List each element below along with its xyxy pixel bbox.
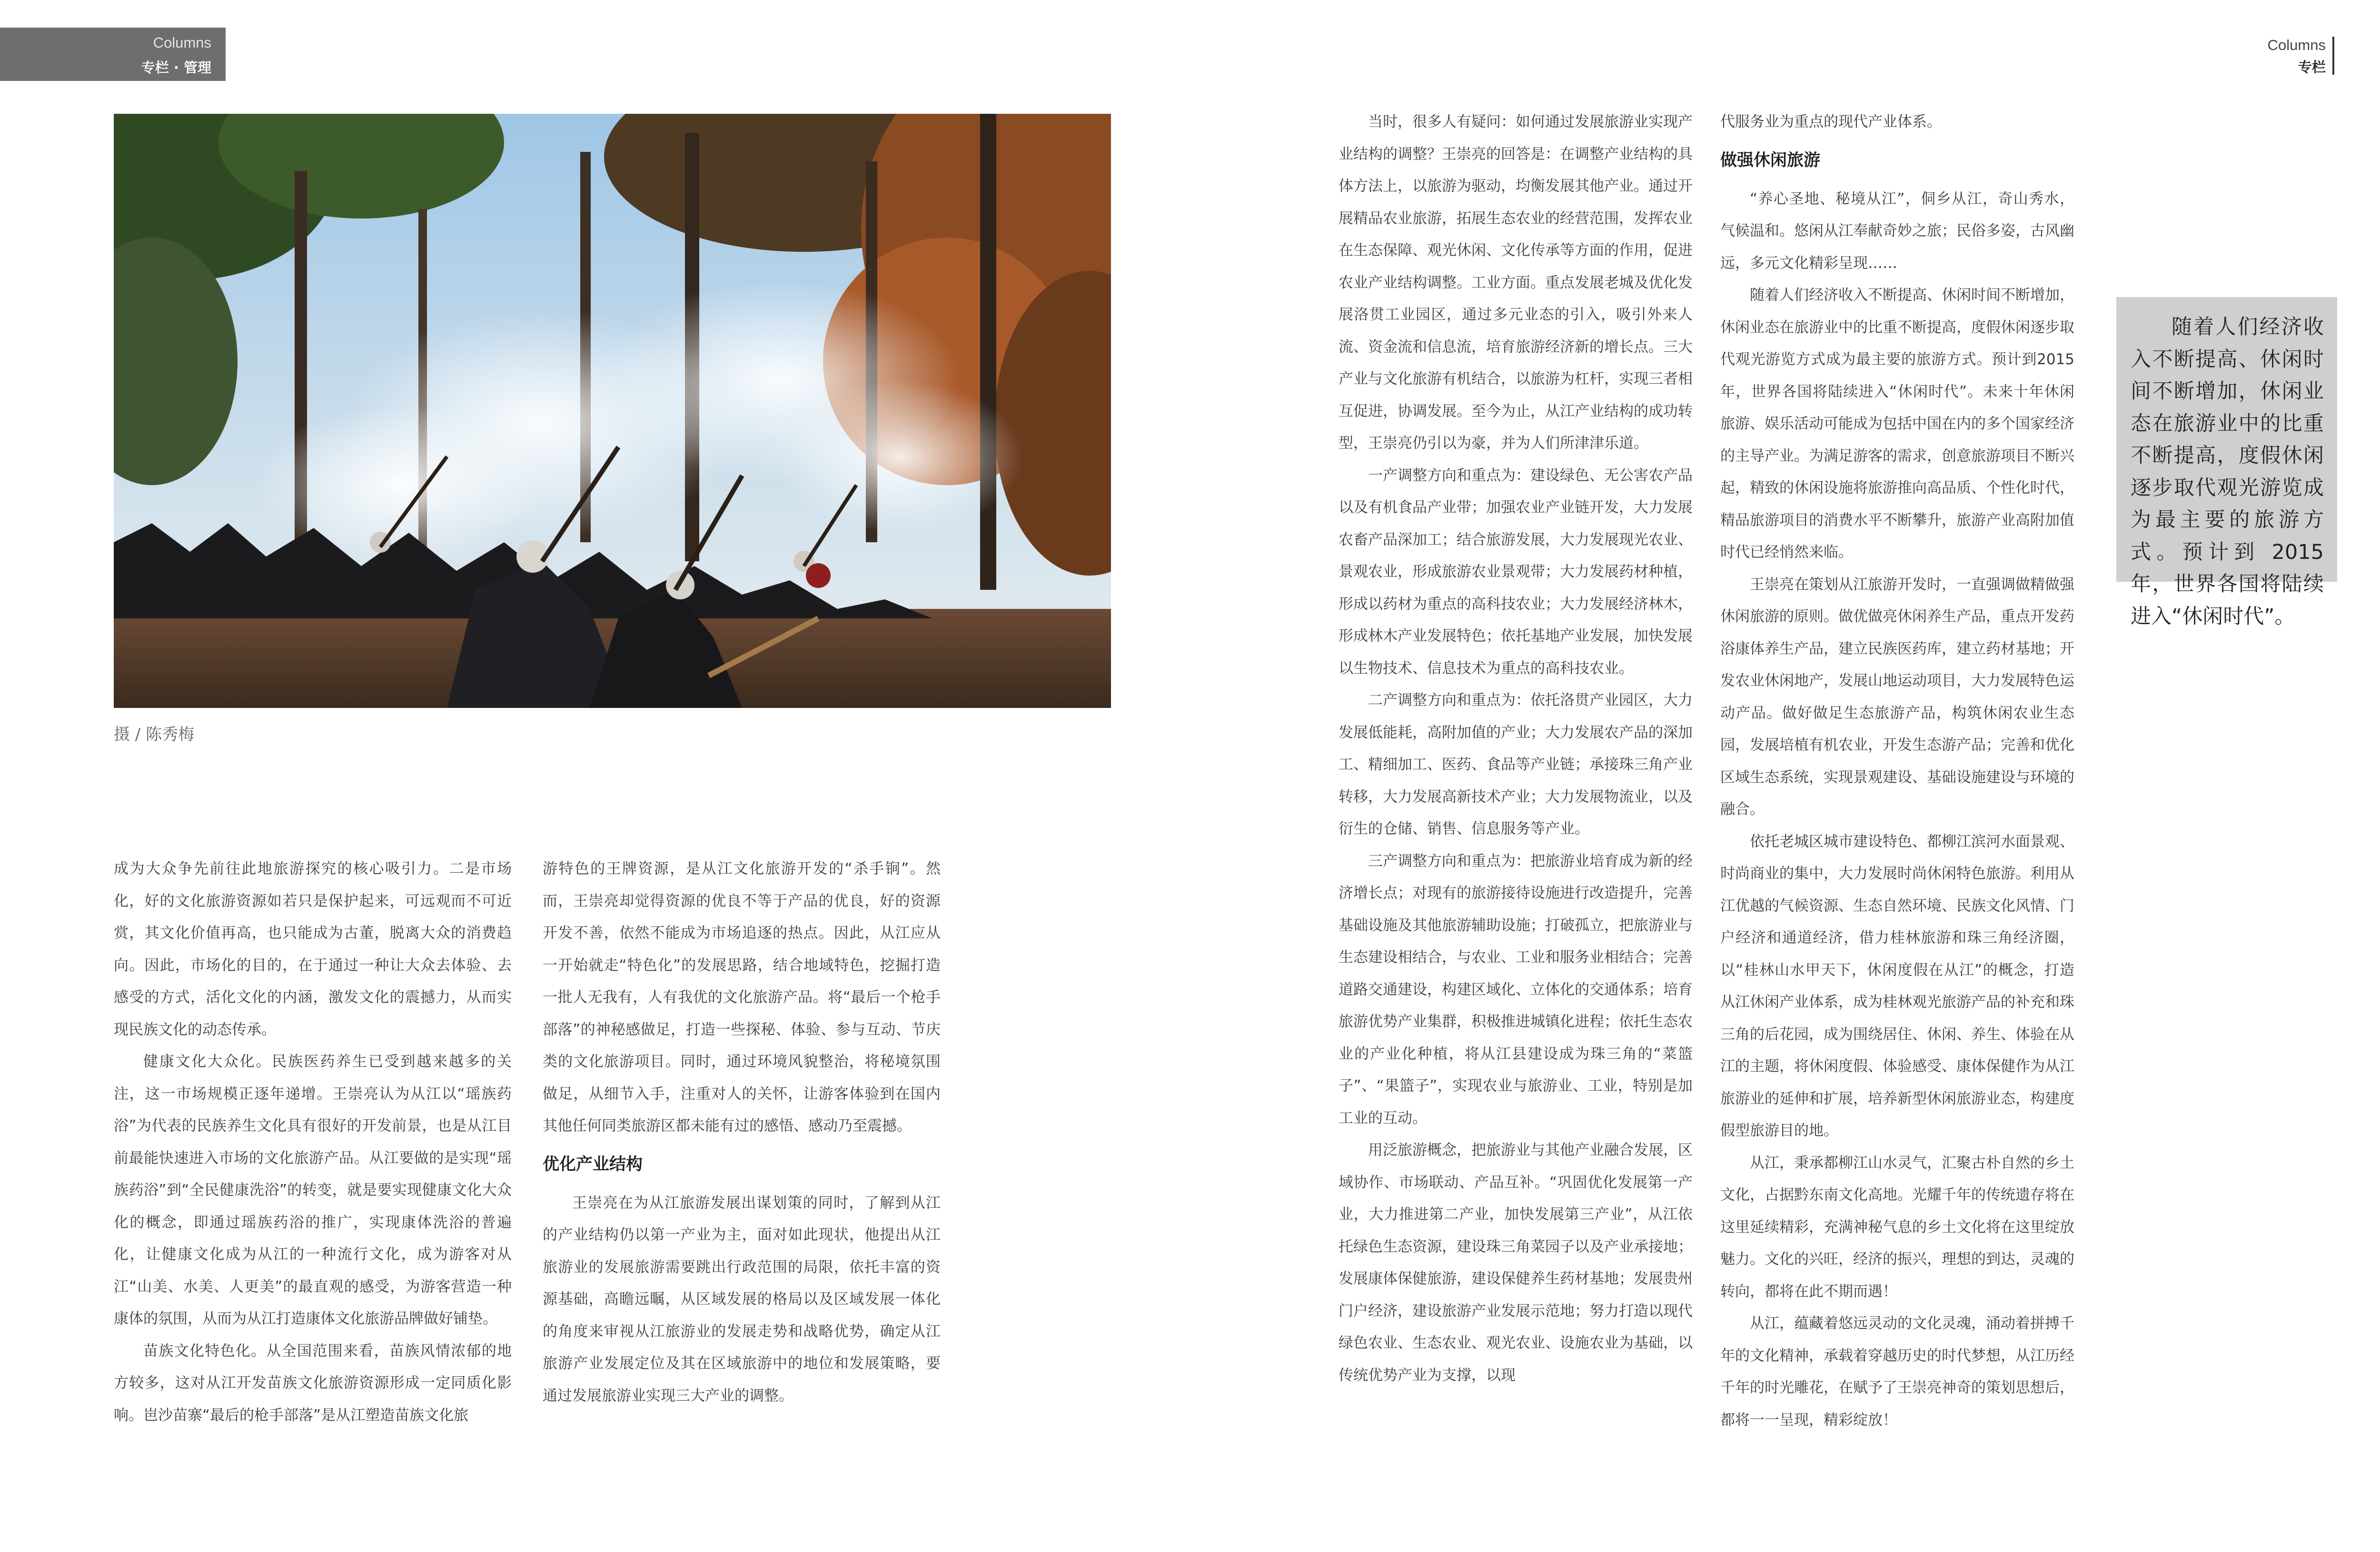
text-column-3 (1339, 106, 1693, 1392)
paragraph: 随着人们经济收入不断提高、休闲时间不断增加，休闲业态在旅游业中的比重不断提高，度假休闲逐步取代观光游览方式成为最主要的旅游方式。预计到2015年，世界各国将陆续进入“休闲时代”。未来十年休闲旅游、娱乐活动可能成为包括中国在内的多个国家经济的主导产业。为满足游客的需求，创意旅游项目不断兴起，精致的休闲设施将旅游推向高品质、个性化时代，精品旅游项目的消费水平不断攀升，旅游产业高附加值时代已经悄然来临。 (1720, 287, 2074, 561)
paragraph: 苗族文化特色化。从全国范围来看，苗族风情浓郁的地方较多，这对从江开发苗族文化旅游资源形成一定同质化影响。岜沙苗寨“最后的枪手部落”是从江塑造苗族文化旅 (114, 1342, 512, 1424)
photo-caption: 摄 / 陈秀梅 (114, 725, 195, 744)
paragraph: 游特色的王牌资源，是从江文化旅游开发的“杀手锏”。然而，王崇亮却觉得资源的优良不等于产品的优良，好的资源开发不善，依然不能成为市场追逐的热点。因此，从江应从一开始就走“特色化”的发展思路，结合地域特色，挖掘打造一批人无我有，人有我优的文化旅游产品。将“最后一个枪手部落”的神秘感做足，打造一些探秘、体验、参与互动、节庆类的文化旅游项目。同时，通过环境风貌整治，将秘境氛围做足，从细节入手，注重对人的关怀，让游客体验到在国内其他任何同类旅游区都未能有过的感悟、感动乃至震撼。 (543, 860, 941, 1134)
paragraph: 代服务业为重点的现代产业体系。 (1720, 113, 1942, 130)
section-header-left (0, 28, 226, 81)
section-header-en: Columns (2267, 37, 2326, 53)
paragraph: 健康文化大众化。民族医药养生已受到越来越多的关注，这一市场规模正逐年递增。王崇亮认为从江以“瑶族药浴”为代表的民族养生文化具有很好的开发前景，也是从江目前最能快速进入市场的文化旅游产品。从江要做的是实现“瑶族药浴”到“全民健康洗浴”的转变，就是要实现健康文化大众化的概念，即通过瑶族药浴的推广，实现康体洗浴的普遍化，让健康文化成为从江的一种流行文化，成为游客对从江“山美、水美、人更美”的最直观的感受，为游客营造一种康体的氛围，从而为从江打造康体文化旅游品牌做好铺垫。 (114, 1053, 512, 1327)
paragraph: 从江，蕴藏着悠远灵动的文化灵魂，涌动着拼搏千年的文化精神，承载着穿越历史的时代梦想，从江历经千年的时光雕花，在赋予了王崇亮神奇的策划思想后，都将一一呈现，精彩绽放！ (1720, 1315, 2074, 1429)
paragraph: 一产调整方向和重点为：建设绿色、无公害农产品以及有机食品产业带；加强农业产业链开发，大力发展农畜产品深加工；结合旅游发展，大力发展现光农业、景观农业，形成旅游农业景观带；大力发展药材种植，形成以药材为重点的高科技农业；大力发展经济林木，形成林木产业发展特色；依托基地产业发展，加快发展以生物技术、信息技术为重点的高科技农业。 (1339, 467, 1693, 677)
section-heading: 做强休闲旅游 (1720, 150, 1821, 170)
festival-photo-illustration (114, 114, 1111, 708)
paragraph: 成为大众争先前往此地旅游探究的核心吸引力。二是市场化，好的文化旅游资源如若只是保护起来，可远观而不可近赏，其文化价值再高，也只能成为古董，脱离大众的消费趋向。因此，市场化的目的，在于通过一种让大众去体验、去感受的方式，活化文化的内涵，激发文化的震撼力，从而实现民族文化的动态传承。 (114, 860, 512, 1038)
text-column-2 (543, 853, 941, 1412)
paragraph: 二产调整方向和重点为：依托洛贯产业园区，大力发展低能耗，高附加值的产业；大力发展农产品的深加工、精细加工、医药、食品等产业链；承接珠三角产业转移，大力发展高新技术产业；大力发展物流业，以及衍生的仓储、销售、信息服务等产业。 (1339, 692, 1693, 837)
section-header-right (2237, 37, 2334, 75)
pull-quote-text: 随着人们经济收入不断提高、休闲时间不断增加，休闲业态在旅游业中的比重不断提高，度假休闲逐步取代观光游览成为最主要的旅游方式。预计到 2015 年，世界各国将陆续进入“休闲时代”。 (2131, 315, 2324, 628)
paragraph: “养心圣地、秘境从江”，侗乡从江，奇山秀水，气候温和。悠闲从江奉献奇妙之旅；民俗多姿，古风幽远，多元文化精彩呈现…… (1720, 190, 2074, 272)
section-header-zh: 专栏 (2298, 59, 2326, 75)
text-column-1 (114, 853, 512, 1432)
paragraph: 当时，很多人有疑问：如何通过发展旅游业实现产业结构的调整？王崇亮的回答是：在调整产业结构的具体方法上，以旅游为驱动，均衡发展其他产业。通过开展精品农业旅游，拓展生态农业的经营范围，发挥农业在生态保障、观光休闲、文化传承等方面的作用，促进农业产业结构调整。工业方面。重点发展老城及优化发展洛贯工业园区，通过多元业态的引入，吸引外来人流、资金流和信息流，培育旅游经济新的增长点。三大产业与文化旅游有机结合，以旅游为杠杆，实现三者相互促进，协调发展。至今为止，从江产业结构的成功转型，王崇亮仍引以为豪，并为人们所津津乐道。 (1339, 113, 1693, 452)
section-header-en: Columns (153, 34, 211, 51)
paragraph: 用泛旅游概念，把旅游业与其他产业融合发展，区域协作、市场联动、产品互补。“巩固优化发展第一产业，大力推进第二产业，加快发展第三产业”，从江依托绿色生态资源，建设珠三角菜园子以及产业承接地；发展康体保健旅游，建设保健养生药材基地；发展贵州门户经济，建设旅游产业发展示范地；努力打造以现代绿色农业、生态农业、观光农业、设施农业为基础，以传统优势产业为支撑，以现 (1339, 1142, 1693, 1384)
paragraph: 三产调整方向和重点为：把旅游业培育成为新的经济增长点；对现有的旅游接待设施进行改造提升，完善基础设施及其他旅游辅助设施；打破孤立，把旅游业与生态建设相结合，与农业、工业和服务业相结合；完善道路交通建设，构建区域化、立体化的交通体系；培育旅游优势产业集群，积极推进城镇化进程；依托生态农业的产业化种植，将从江县建设成为珠三角的“菜篮子”、“果篮子”，实现农业与旅游业、工业，特别是加工业的互动。 (1339, 852, 1693, 1127)
section-heading: 优化产业结构 (543, 1154, 643, 1174)
paragraph: 依托老城区城市建设特色、都柳江滨河水面景观、时尚商业的集中，大力发展时尚休闲特色旅游。利用从江优越的气候资源、生态自然环境、民族文化风情、门户经济和通道经济，借力桂林旅游和珠三角经济圈，以“桂林山水甲天下，休闲度假在从江”的概念，打造从江休闲产业体系，成为桂林观光旅游产品的补充和珠三角的后花园，成为围绕居住、休闲、养生、体验在从江的主题，将休闲度假、体验感受、康体保健作为从江旅游业的延伸和扩展，培养新型休闲旅游业态，构建度假型旅游目的地。 (1720, 833, 2074, 1139)
pull-quote (2116, 297, 2337, 628)
paragraph: 王崇亮在策划从江旅游开发时，一直强调做精做强休闲旅游的原则。做优做亮休闲养生产品，重点开发药浴康体养生产品，建立民族医药库，建立药材基地；开发农业休闲地产，发展山地运动项目，大力发展特色运动产品。做好做足生态旅游产品，构筑休闲农业生态园，发展培植有机农业，开发生态游产品；完善和优化区域生态系统，实现景观建设、基础设施建设与环境的融合。 (1720, 576, 2074, 818)
feature-photo (114, 114, 1111, 708)
section-header-zh: 专栏 · 管理 (141, 60, 211, 76)
paragraph: 从江，秉承都柳江山水灵气，汇聚古朴自然的乡土文化，占据黔东南文化高地。光耀千年的传统遗存将在这里延续精彩，充满神秘气息的乡土文化将在这里绽放魅力。文化的兴旺，经济的振兴，理想的到达，灵魂的转向，都将在此不期而遇！ (1720, 1154, 2074, 1300)
text-column-4 (1720, 106, 2074, 1436)
paragraph: 王崇亮在为从江旅游发展出谋划策的同时，了解到从江的产业结构仍以第一产业为主，面对如此现状，他提出从江旅游业的发展旅游需要跳出行政范围的局限，依托丰富的资源基础，高瞻远瞩，从区域发展的格局以及区域发展一体化的角度来审视从江旅游业的发展走势和战略优势，确定从江旅游产业发展定位及其在区域旅游中的地位和发展策略，要通过发展旅游业实现三大产业的调整。 (543, 1194, 941, 1404)
